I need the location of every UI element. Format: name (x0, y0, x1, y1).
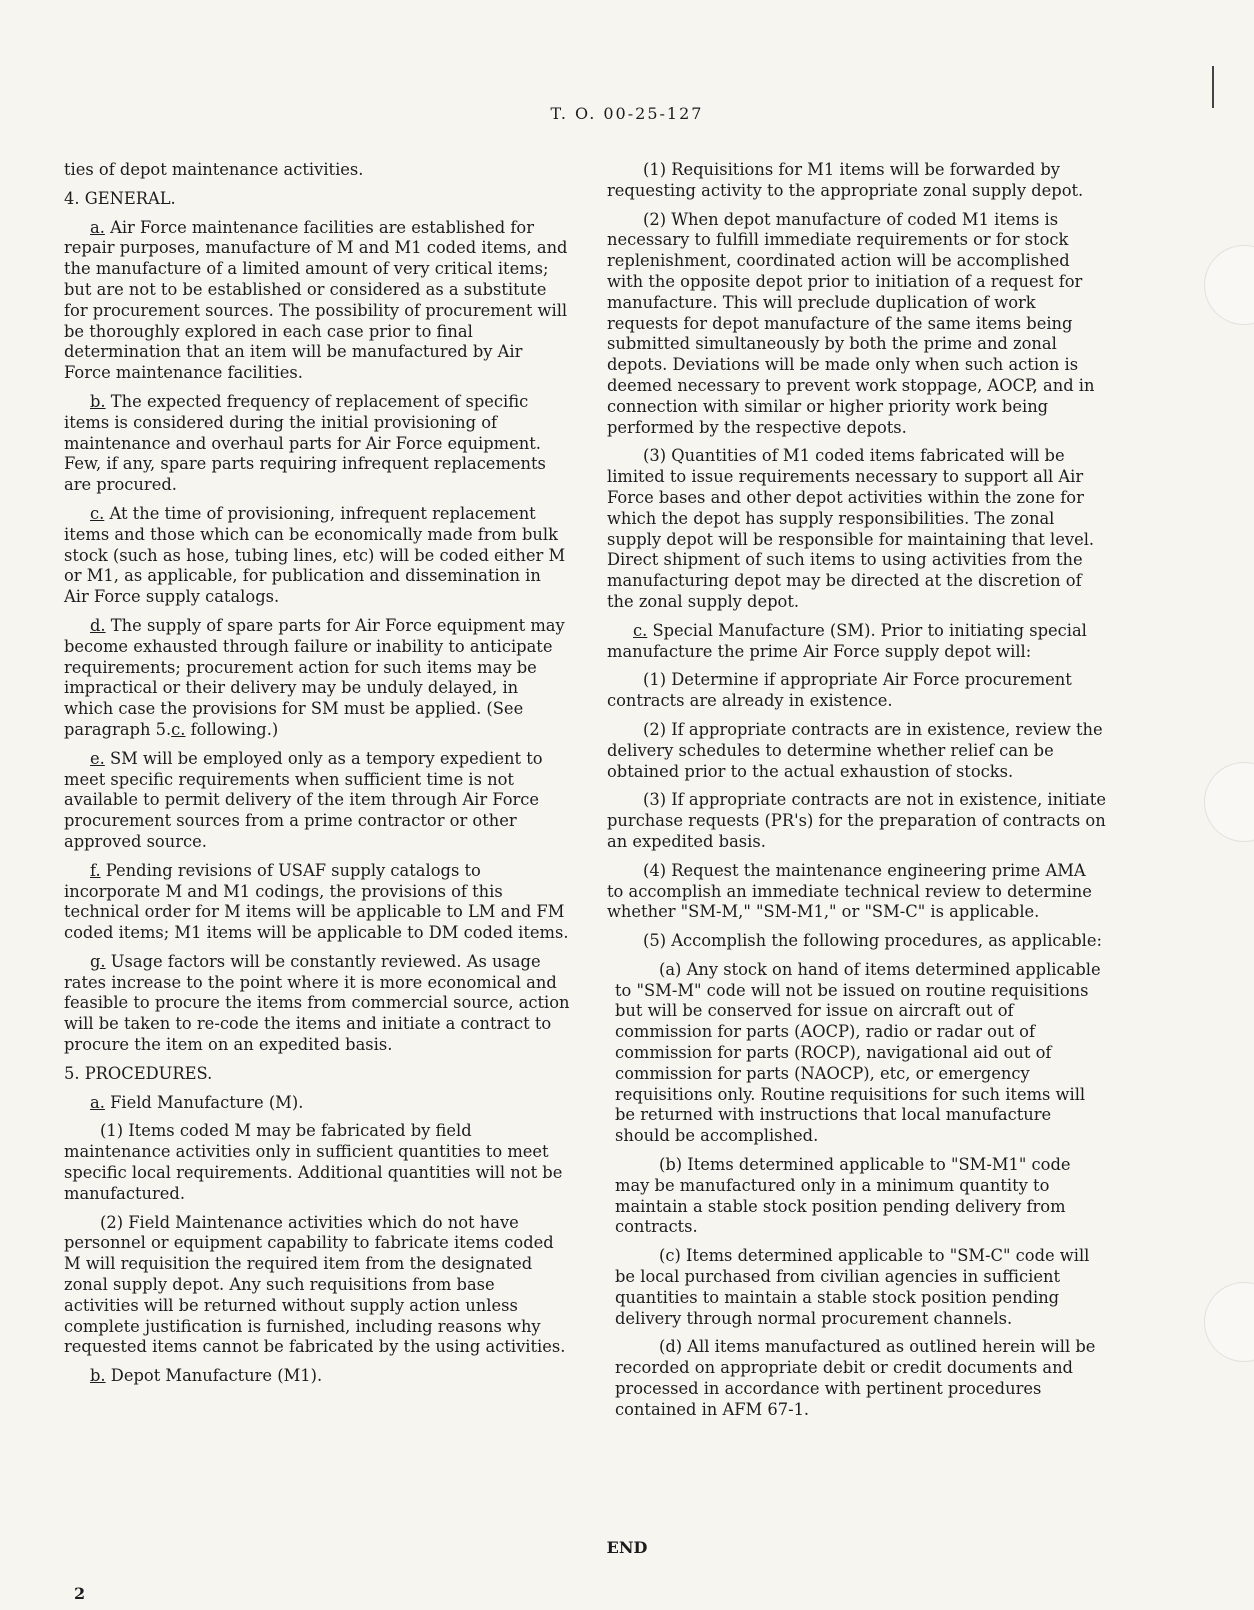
paragraph-5a: a. Field Manufacture (M). (90, 1092, 304, 1112)
page-number: 2 (74, 1584, 86, 1603)
paragraph-5c-3: (3) If appropriate contracts are not in existence, initiate purchase requests (PR's) for the preparation of contracts on an expedited basis. (607, 790, 1106, 851)
left-column (64, 160, 570, 1395)
paragraph-5a-2: (2) Field Maintenance activities which do not have personnel or equipment capability to fabricate items coded M will requisition the required item from the designated zonal supply depot. Any such requisitions from base activities will be returned without supply action unless complete justification is furnished, including reasons why requested items cannot be fabricated by the using activities. (64, 1212, 566, 1357)
paragraph-5b-1: (1) Requisitions for M1 items will be forwarded by requesting activity to the appropriate zonal supply depot. (607, 160, 1084, 200)
paragraph-5c-1: (1) Determine if appropriate Air Force procurement contracts are already in existence. (607, 670, 1072, 711)
paragraph-5c-5b: (b) Items determined applicable to "SM-M1" code may be manufactured only in a minimum quantity to maintain a stable stock position pending delivery from contracts. (615, 1155, 1071, 1237)
paragraph-5c: c. Special Manufacture (SM). Prior to initiating special manufacture the prime Air Force supply depot will: (607, 620, 1087, 661)
paragraph-5c-5c: (c) Items determined applicable to "SM-C" code will be local purchased from civilian agencies in sufficient quantities to maintain a stable stock position pending delivery through normal procurement channels. (615, 1246, 1090, 1328)
paragraph-5c-5a: (a) Any stock on hand of items determined applicable to "SM-M" code will not be issued on routine requisitions but will be conserved for issue on aircraft out of commission for parts (AOCP), radio or radar out of commission for parts (ROCP), navigational aid out of commission for parts (NAOCP), etc, or emergency requisitions only. Routine requisitions for such items will be returned with instructions that local manufacture should be accomplished. (615, 959, 1101, 1146)
paragraph-5c-4: (4) Request the maintenance engineering prime AMA to accomplish an immediate technical review to determine whether "SM-M," "SM-M1," or "SM-C" is applicable. (607, 860, 1092, 922)
paragraph-5c-2: (2) If appropriate contracts are in existence, review the delivery schedules to determine whether relief can be obtained prior to the actual exhaustion of stocks. (607, 719, 1103, 781)
paragraph-5b-2: (2) When depot manufacture of coded M1 items is necessary to fulfill immediate requirements or for stock replenishment, coordinated action will be accomplished with the opposite depot prior to initiation of a request for manufacture. This will preclude duplication of work requests for depot manufacture of the same items being submitted simultaneously by both the prime and zonal depots. Deviations will be made only when such action is deemed necessary to prevent work stoppage, AOCP, and in connection with similar or higher priority work being performed by the respective depots. (607, 209, 1095, 437)
paragraph-5c-5d: (d) All items manufactured as outlined herein will be recorded on appropriate debit or credit documents and processed in accordance with pertinent procedures contained in AFM 67-1. (615, 1337, 1096, 1419)
paragraph-4g: g. Usage factors will be constantly reviewed. As usage rates increase to the point where it is more economical and feasible to procure the items from commercial source, action will be taken to re-code the items and initiate a contract to procure the item on an expedited basis. (64, 951, 570, 1055)
paragraph-5c-5: (5) Accomplish the following procedures, as applicable: (643, 931, 1103, 951)
paragraph-5a-1: (1) Items coded M may be fabricated by field maintenance activities only in sufficient quantities to meet specific local requirements. Additional quantities will not be manufactured. (64, 1121, 563, 1203)
paragraph-4b: b. The expected frequency of replacement of specific items is considered during the initial provisioning of maintenance and overhaul parts for Air Force equipment. Few, if any, spare parts requiring infrequent replacements are procured. (64, 391, 546, 495)
paragraph-4e: e. SM will be employed only as a tempory expedient to meet specific requirements when sufficient time is not available to permit delivery of the item through Air Force procurement sources from a prime contractor or other approved source. (64, 748, 543, 851)
paragraph-4a: a. Air Force maintenance facilities are established for repair purposes, manufacture of M and M1 coded items, and the manufacture of a limited amount of very critical items; but are not to be established or considered as a substitute for procurement sources. The possibility of procurement will be thoroughly explored in each case prior to final determination that an item will be manufactured by Air Force maintenance facilities. (64, 217, 568, 383)
paragraph-4f: f. Pending revisions of USAF supply catalogs to incorporate M and M1 codings, the provisions of this technical order for M items will be applicable to LM and FM coded items; M1 items will be applicable to DM coded items. (64, 860, 569, 943)
continued-text: ties of depot maintenance activities. (64, 160, 364, 179)
section-heading-procedures: 5. PROCEDURES. (64, 1063, 213, 1083)
end-marker: END (606, 1538, 648, 1557)
punch-hole (1204, 1282, 1254, 1362)
paragraph-5b: b. Depot Manufacture (M1). (90, 1366, 323, 1386)
paragraph-4d: d. The supply of spare parts for Air Force equipment may become exhausted through failure or inability to anticipate requirements; procurement action for such items may be impractical or their delivery may be unduly delayed, in which case the provisions for SM must be applied. (See paragraph 5.c. following.) (64, 615, 565, 739)
document-header: T. O. 00-25-127 (550, 104, 704, 123)
punch-hole (1204, 245, 1254, 325)
binding-edge-mark (1212, 66, 1214, 108)
paragraph-4c: c. At the time of provisioning, infrequent replacement items and those which can be economically made from bulk stock (such as hose, tubing lines, etc) will be coded either M or M1, as applicable, for publication and dissemination in Air Force supply catalogs. (64, 503, 566, 607)
right-column (607, 160, 1107, 1429)
paragraph-5b-3: (3) Quantities of M1 coded items fabricated will be limited to issue requirements necessary to support all Air Force bases and other depot activities within the zone for which the depot has supply responsibilities. The zonal supply depot will be responsible for maintaining that level. Direct shipment of such items to using activities from the manufacturing depot may be directed at the discretion of the zonal supply depot. (607, 446, 1095, 611)
section-heading-general: 4. GENERAL. (64, 188, 176, 208)
punch-hole (1204, 762, 1254, 842)
